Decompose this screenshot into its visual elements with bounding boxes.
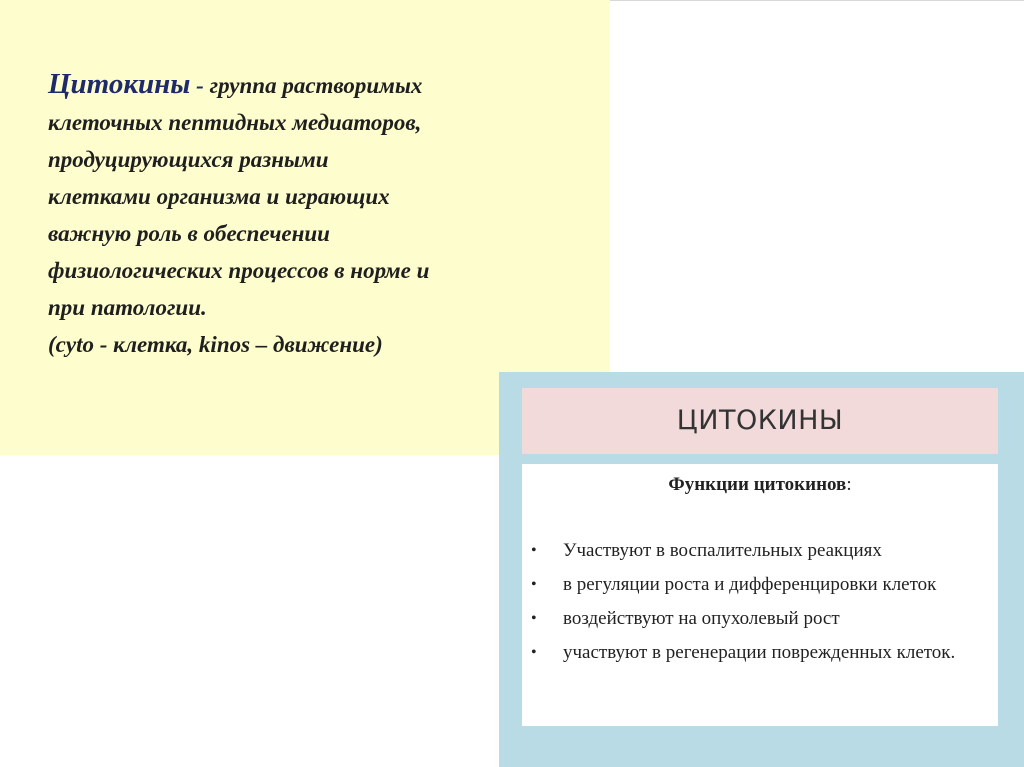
definition-etymology: (cyto - клетка, kinos – движение) — [48, 332, 383, 357]
card-subtitle — [522, 472, 998, 498]
definition-line: группа растворимых — [209, 73, 423, 98]
definition-term: Цитокины — [48, 68, 191, 100]
definition-line: при патологии. — [48, 295, 207, 320]
list-item — [522, 572, 998, 598]
card-subtitle-colon: : — [846, 474, 852, 495]
definition-line: важную роль в обеспечении — [48, 221, 330, 246]
list-item-text: в регуляции роста и дифференцировки клеток — [563, 574, 937, 595]
list-item — [522, 606, 998, 632]
definition-text — [48, 66, 588, 363]
list-item-text: Участвуют в воспалительных реакциях — [563, 540, 882, 561]
definition-line: клеточных пептидных медиаторов, — [48, 110, 422, 135]
definition-line: продуцирующихся разными — [48, 147, 329, 172]
bullet-icon: • — [531, 576, 537, 593]
card-subtitle-text: Функции цитокинов — [668, 474, 847, 495]
list-item-text: воздействуют на опухолевый рост — [563, 608, 840, 629]
bullet-icon: • — [531, 610, 537, 627]
bullet-icon: • — [531, 644, 537, 661]
functions-card — [499, 372, 1024, 767]
card-body — [522, 464, 998, 726]
list-item — [522, 640, 998, 666]
card-title: ЦИТОКИНЫ — [522, 388, 998, 454]
definition-line: клетками организма и играющих — [48, 184, 390, 209]
definition-line-1 — [48, 66, 588, 104]
functions-list — [522, 538, 998, 674]
bullet-icon: • — [531, 542, 537, 559]
definition-separator: - — [190, 73, 210, 98]
list-item — [522, 538, 998, 564]
definition-line: физиологических процессов в норме и — [48, 258, 430, 283]
list-item-text: участвуют в регенерации поврежденных клеток. — [563, 642, 956, 663]
